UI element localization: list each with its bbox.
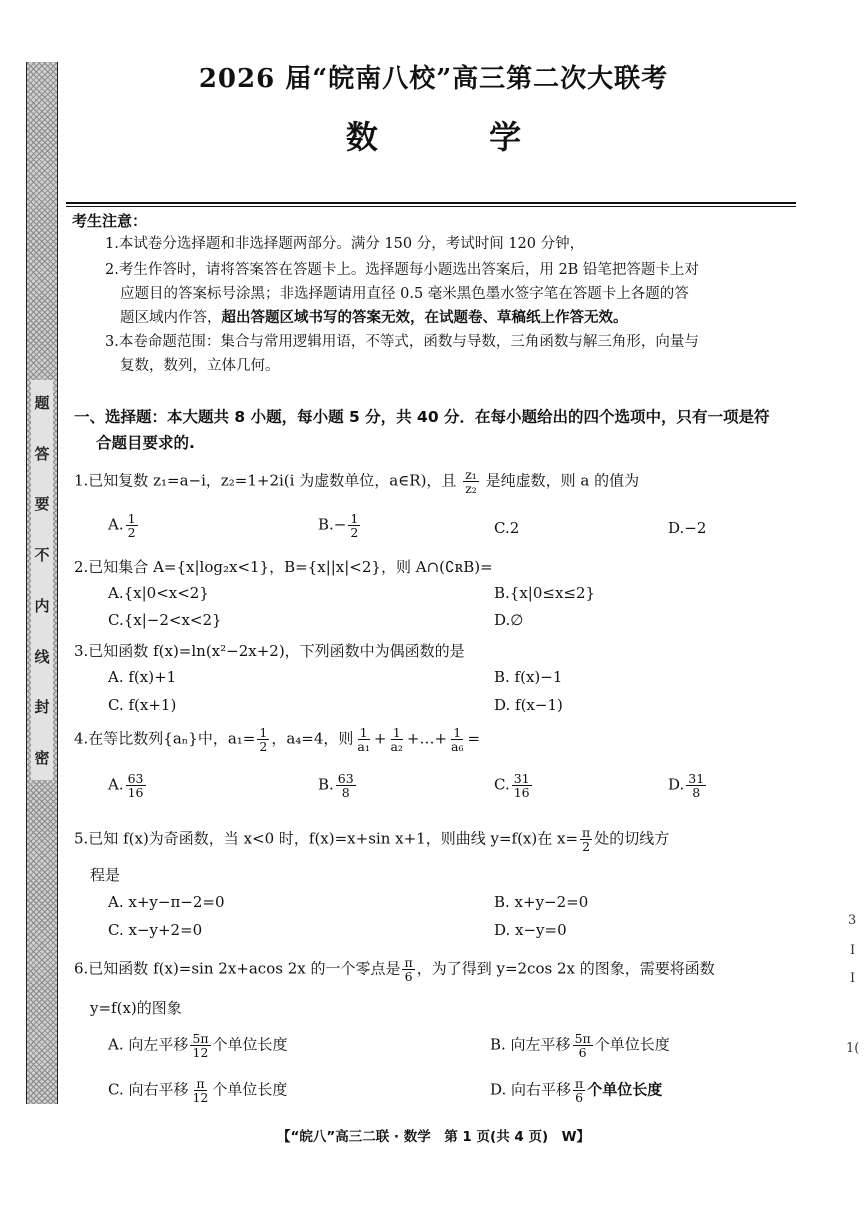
q1-option-d <box>668 519 706 537</box>
option-fraction <box>348 512 360 539</box>
q4-term-6 <box>449 726 465 753</box>
equals-sign: = <box>467 729 481 748</box>
question-5-cont: 程是 <box>90 866 121 884</box>
frac-den: 6 <box>404 969 413 985</box>
q4-term-2 <box>388 726 404 753</box>
frac-num: 5π <box>574 1031 591 1046</box>
q4-term-1 <box>355 726 371 753</box>
binding-char: 封 <box>34 698 50 717</box>
notice-emphasis: 超出答题区域书写的答案无效，在试题卷、草稿纸上作答无效。 <box>221 310 628 326</box>
option-text: A. 向左平移 <box>108 1035 189 1054</box>
exam-title: 2026 届“皖南八校”高三第二次大联考 <box>198 64 669 94</box>
frac-den: 2 <box>259 739 268 755</box>
q5-stem: 5.已知 f(x)为奇函数，当 x<0 时，f(x)=x+sin x+1，则曲线 y=f(x)在 x= <box>74 829 579 848</box>
q1-stem-end: 是纯虚数，则 a 的值为 <box>485 471 640 490</box>
option-label: B. <box>318 515 334 534</box>
binding-char: 要 <box>34 495 50 514</box>
question-5 <box>74 826 669 853</box>
question-3: 3.已知函数 f(x)=ln(x²−2x+2)，下列函数中为偶函数的是 <box>74 642 465 660</box>
frac-num: π <box>575 1076 584 1091</box>
q6-option-c <box>108 1077 287 1104</box>
option-fraction <box>512 772 532 799</box>
ellipsis-sum: +…+ <box>406 729 448 748</box>
notice-item-2-cont <box>120 310 628 327</box>
frac-den: a₂ <box>390 739 403 755</box>
option-fraction <box>190 1032 210 1059</box>
option-text: 个单位长度 <box>212 1080 288 1099</box>
question-2: 2.已知集合 A={x|log₂x<1}，B={x||x|<2}，则 A∩(∁ʀB)= <box>74 558 493 576</box>
binding-char: 答 <box>34 444 50 463</box>
binding-char: 题 <box>34 394 50 412</box>
frac-num: 63 <box>337 771 354 786</box>
q3-option-d: D. f(x−1) <box>494 696 563 714</box>
frac-num: 1 <box>350 511 359 526</box>
question-4 <box>74 726 480 753</box>
frac-den: 6 <box>575 1090 584 1106</box>
q4-option-b <box>318 772 358 799</box>
q1-fraction <box>463 468 479 495</box>
q4-option-d <box>668 772 708 799</box>
notice-item-1: 1.本试卷分选择题和非选择题两部分。满分 150 分，考试时间 120 分钟， <box>105 236 585 252</box>
header-rule <box>66 202 796 204</box>
q5-option-d: D. x−y=0 <box>494 921 567 939</box>
frac-num: z₁ <box>465 467 477 482</box>
option-text: B. 向左平移 <box>490 1035 571 1054</box>
q6-option-b <box>490 1032 670 1059</box>
q4-stem-mid: ，a₄=4，则 <box>271 729 354 748</box>
frac-den: 2 <box>582 839 591 855</box>
q4-option-c <box>494 772 534 799</box>
notice-heading: 考生注意： <box>72 212 148 230</box>
page-footer: 【“皖八”高三二联 · 数学 第 1 页(共 4 页) W】 <box>276 1129 591 1145</box>
plus-sign: + <box>373 729 387 748</box>
option-label: B. <box>318 775 334 794</box>
q6-stem-end: ，为了得到 y=2cos 2x 的图象，需要将函数 <box>416 959 715 978</box>
q2-option-a: A.{x|0<x<2} <box>108 584 209 602</box>
frac-num: π <box>196 1076 205 1091</box>
option-label: D. <box>668 519 685 537</box>
q6-stem: 6.已知函数 f(x)=sin 2x+acos 2x 的一个零点是 <box>74 959 401 978</box>
q3-option-b: B. f(x)−1 <box>494 668 563 686</box>
frac-num: 63 <box>127 771 144 786</box>
frac-num: 1 <box>392 725 401 740</box>
q4-stem: 4.在等比数列{aₙ}中，a₁= <box>74 729 256 748</box>
q1-option-b <box>318 512 362 539</box>
section-heading: 一、选择题：本大题共 8 小题，每小题 5 分，共 40 分．在每小题给出的四个选项中，只有一项是符 <box>74 408 770 426</box>
section-heading-cont: 合题目要求的. <box>96 434 195 452</box>
q1-option-c <box>494 519 519 537</box>
q2-option-d: D.∅ <box>494 611 524 629</box>
option-fraction <box>573 1077 585 1104</box>
option-text: C. 向右平移 <box>108 1080 189 1099</box>
q6-option-a <box>108 1032 288 1059</box>
binding-char: 不 <box>34 546 50 565</box>
q5-stem-end: 处的切线方 <box>594 829 670 848</box>
option-label: C. <box>494 519 510 537</box>
binding-warning <box>31 380 53 780</box>
option-fraction <box>573 1032 593 1059</box>
option-fraction <box>126 512 138 539</box>
q3-option-a: A. f(x)+1 <box>108 668 177 686</box>
frac-den: 2 <box>350 525 359 541</box>
frac-num: 5π <box>192 1031 209 1046</box>
q2-option-b: B.{x|0≤x≤2} <box>494 584 596 602</box>
option-text: −2 <box>684 519 707 537</box>
frac-den: 12 <box>192 1090 209 1106</box>
option-fraction <box>190 1077 210 1104</box>
notice-item-3: 3.本卷命题范围：集合与常用逻辑用语，不等式，函数与导数，三角函数与解三角形，向量与 <box>105 334 699 350</box>
frac-num: 31 <box>513 771 530 786</box>
q6-option-d <box>490 1077 662 1104</box>
frac-den: 2 <box>127 525 136 541</box>
q5-option-a: A. x+y−π−2=0 <box>108 893 225 911</box>
q5-option-b: B. x+y−2=0 <box>494 893 589 911</box>
option-sign: − <box>333 515 347 534</box>
frac-den: a₆ <box>451 739 464 755</box>
frac-den: 16 <box>513 785 530 801</box>
frac-den: a₁ <box>357 739 370 755</box>
q2-option-c: C.{x|−2<x<2} <box>108 611 222 629</box>
frac-den: 8 <box>692 785 701 801</box>
notice-item-3-cont: 复数，数列，立体几何。 <box>120 358 280 374</box>
q4-a1-fraction <box>257 726 269 753</box>
notice-item-2-cont: 应题目的答案标号涂黑；非选择题请用直径 0.5 毫米黑色墨水签字笔在答题卡上各题的答 <box>120 286 689 302</box>
option-fraction <box>336 772 356 799</box>
option-label: A. <box>108 775 124 794</box>
question-6 <box>74 956 715 983</box>
q5-fraction <box>580 826 592 853</box>
option-text: 个单位长度 <box>587 1080 663 1099</box>
option-label: D. <box>668 775 685 794</box>
option-label: C. <box>494 775 510 794</box>
frac-den: z₂ <box>465 481 477 497</box>
q1-stem: 1.已知复数 z₁=a−i，z₂=1+2i(i 为虚数单位，a∈R)，且 <box>74 471 457 490</box>
option-text: 2 <box>509 519 520 537</box>
frac-num: 1 <box>453 725 462 740</box>
margin-mark: I <box>850 971 856 986</box>
option-fraction <box>126 772 146 799</box>
q6-fraction <box>402 956 414 983</box>
option-label: A. <box>108 515 124 534</box>
option-text: 个单位长度 <box>594 1035 670 1054</box>
binding-char: 线 <box>34 647 50 666</box>
subject-title: 数 学 <box>345 118 572 156</box>
q4-option-a <box>108 772 148 799</box>
header-rule-thin <box>66 206 796 207</box>
notice-text: 题区域内作答， <box>120 310 222 326</box>
option-fraction <box>686 772 706 799</box>
frac-den: 12 <box>192 1045 209 1061</box>
question-1 <box>74 468 639 495</box>
q3-option-c: C. f(x+1) <box>108 696 177 714</box>
option-text: 个单位长度 <box>212 1035 288 1054</box>
q1-option-a <box>108 512 140 539</box>
frac-num: 31 <box>688 771 705 786</box>
margin-mark: I <box>850 943 856 958</box>
option-text: D. 向右平移 <box>490 1080 572 1099</box>
frac-den: 6 <box>578 1045 587 1061</box>
q5-option-c: C. x−y+2=0 <box>108 921 203 939</box>
frac-den: 16 <box>127 785 144 801</box>
binding-char: 内 <box>34 596 50 615</box>
notice-item-2: 2.考生作答时，请将答案答在答题卡上。选择题每小题选出答案后，用 2B 铅笔把答题卡上对 <box>105 262 699 278</box>
question-6-cont: y=f(x)的图象 <box>90 999 182 1017</box>
frac-num: 1 <box>127 511 136 526</box>
margin-mark: 1( <box>846 1041 860 1056</box>
frac-num: 1 <box>359 725 368 740</box>
frac-den: 8 <box>341 785 350 801</box>
binding-char: 密 <box>34 748 50 767</box>
frac-num: π <box>582 825 591 840</box>
margin-mark: 3 <box>848 913 857 928</box>
frac-num: 1 <box>259 725 268 740</box>
frac-num: π <box>404 955 413 970</box>
